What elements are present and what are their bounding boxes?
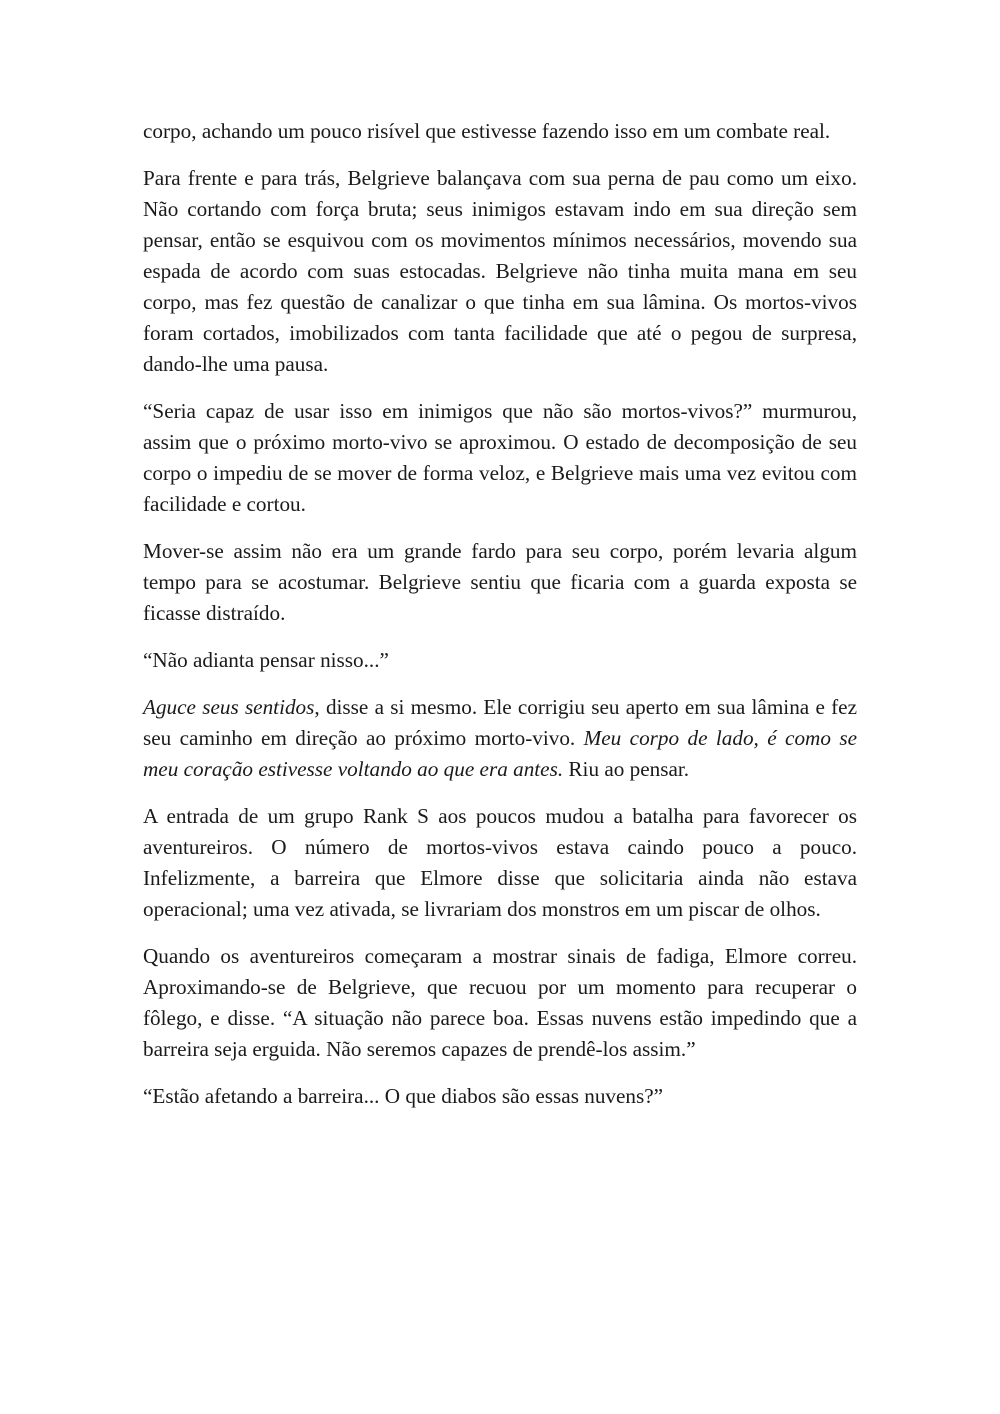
document-page bbox=[143, 116, 857, 1128]
italic-phrase-1: Aguce seus sentidos bbox=[143, 695, 315, 719]
paragraph-4: Mover-se assim não era um grande fardo para seu corpo, porém levaria algum tempo para se acostumar. Belgrieve sentiu que ficaria com a guarda exposta se ficasse distraído. bbox=[143, 539, 857, 625]
paragraph-8: Quando os aventureiros começaram a mostrar sinais de fadiga, Elmore correu. Aproximando-se de Belgrieve, que recuou por um momento para recuperar o fôlego, e disse. “A situação não parece boa. Essas nuvens estão impedindo que a barreira seja erguida. Não seremos capazes de prendê-los assim.” bbox=[143, 944, 857, 1061]
paragraph-3: “Seria capaz de usar isso em inimigos que não são mortos-vivos?” murmurou, assim que o próximo morto-vivo se aproximou. O estado de decomposição de seu corpo o impediu de se mover de forma veloz, e Belgrieve mais uma vez evitou com facilidade e cortou. bbox=[143, 399, 857, 516]
paragraph-6-text-2: Riu ao pensar. bbox=[563, 757, 690, 781]
paragraph-9: “Estão afetando a barreira... O que diabos são essas nuvens?” bbox=[143, 1084, 664, 1108]
paragraph-7: A entrada de um grupo Rank S aos poucos mudou a batalha para favorecer os aventureiros. O número de mortos-vivos estava caindo pouco a pouco. Infelizmente, a barreira que Elmore disse que solicitaria ainda não estava operacional; uma vez ativada, se livrariam dos monstros em um piscar de olhos. bbox=[143, 804, 857, 921]
italic-phrase-2: Meu corpo de lado, é como se meu coração estivesse voltando ao que era antes. bbox=[143, 726, 857, 781]
paragraph-2: Para frente e para trás, Belgrieve balançava com sua perna de pau como um eixo. Não cortando com força bruta; seus inimigos estavam indo em sua direção sem pensar, então se esquivou com os movimentos mínimos necessários, movendo sua espada de acordo com suas estocadas. Belgrieve não tinha muita mana em seu corpo, mas fez questão de canalizar o que tinha em sua lâmina. Os mortos-vivos foram cortados, imobilizados com tanta facilidade que até o pegou de surpresa, dando-lhe uma pausa. bbox=[143, 166, 857, 376]
paragraph-5: “Não adianta pensar nisso...” bbox=[143, 648, 389, 672]
paragraph-6 bbox=[143, 692, 857, 785]
paragraph-6-text-1: , disse a si mesmo. Ele corrigiu seu aperto em sua lâmina e fez seu caminho em direção ao próximo morto-vivo. bbox=[143, 695, 857, 750]
paragraph-1: corpo, achando um pouco risível que estivesse fazendo isso em um combate real. bbox=[143, 119, 831, 143]
